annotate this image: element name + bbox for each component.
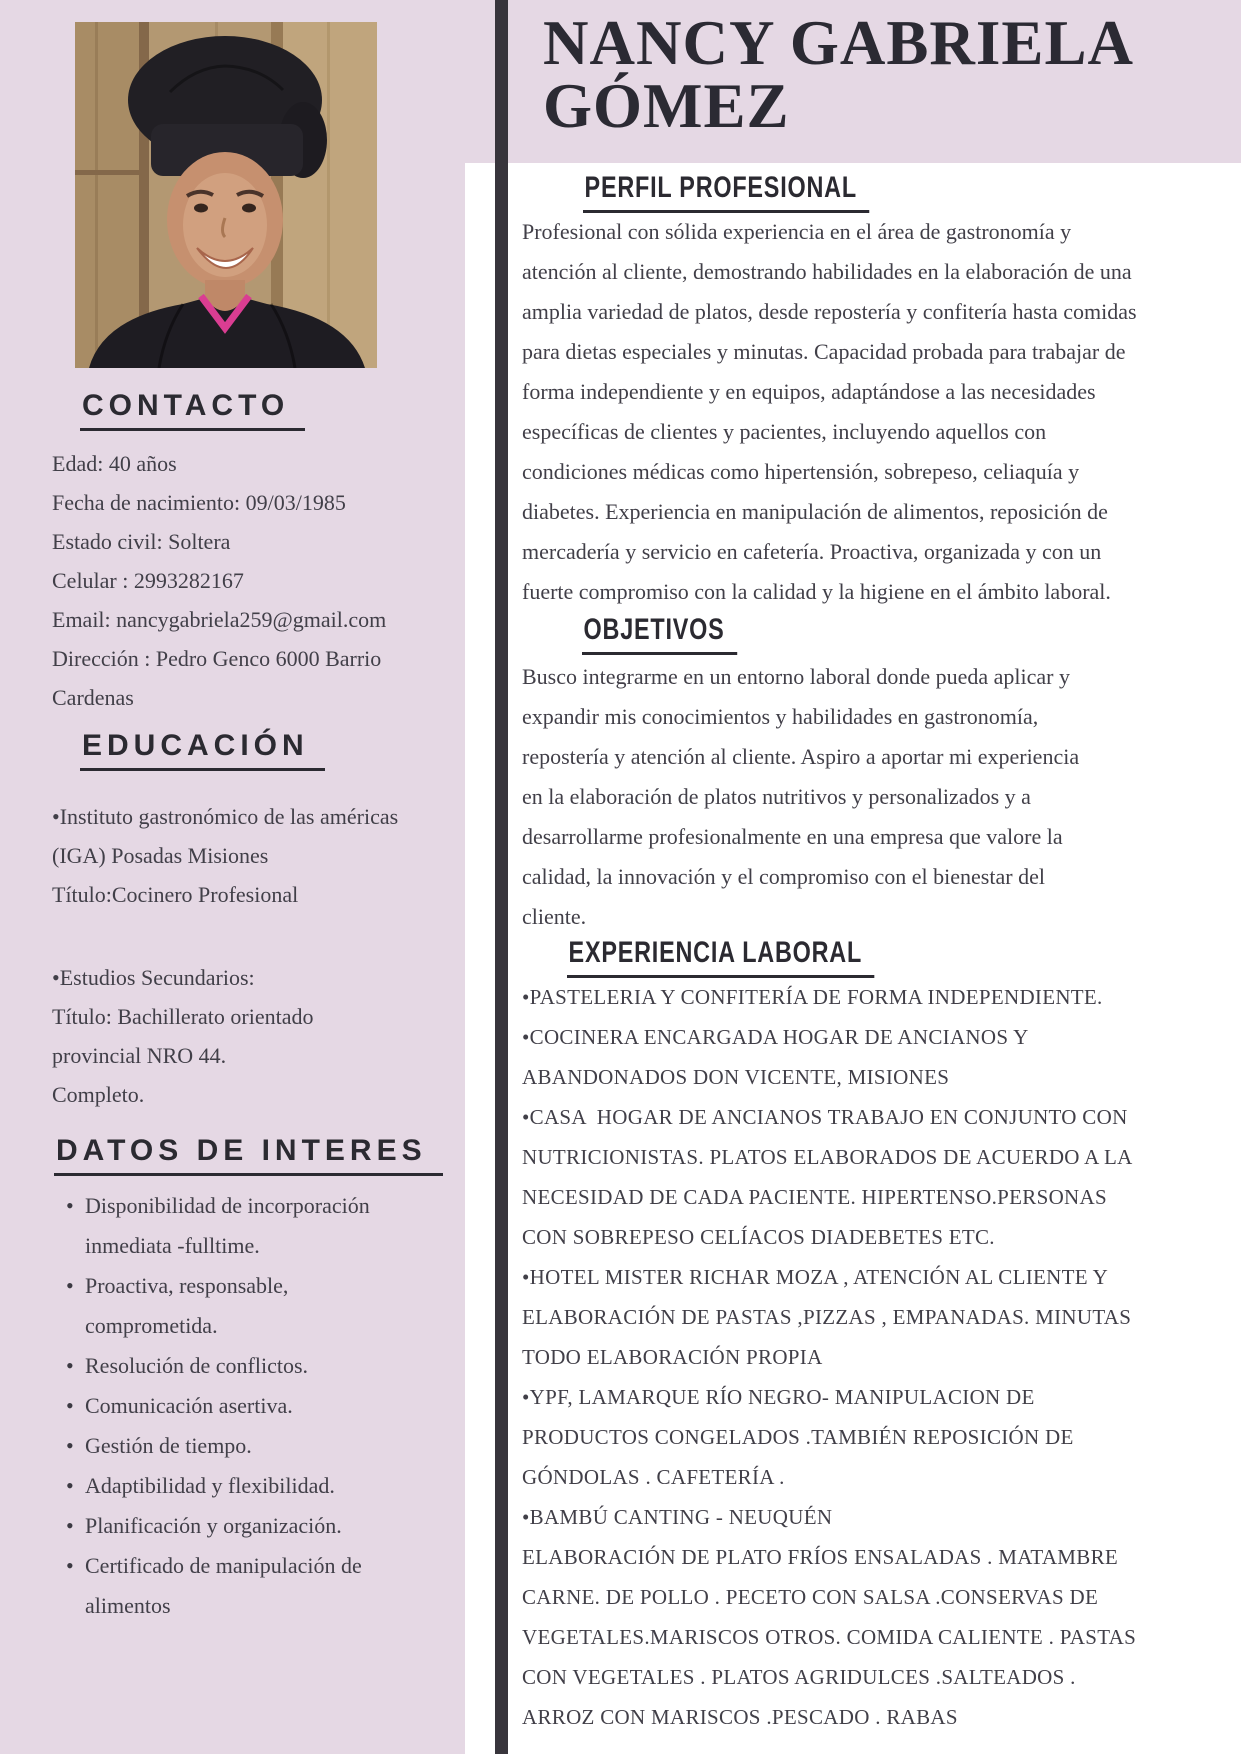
section-heading-contacto: CONTACTO	[80, 390, 305, 431]
objetivos-paragraph	[522, 657, 1079, 937]
text-line: •PASTELERIA Y CONFITERÍA DE FORMA INDEPENDIENTE.	[522, 985, 1103, 1009]
interest-bullet-list	[52, 1186, 452, 1626]
text-line: Fecha de nacimiento: 09/03/1985	[52, 490, 346, 515]
text-line: • Proactiva, responsable,	[85, 1273, 289, 1298]
text-line: en la elaboración de platos nutritivos y personalizados y a	[522, 784, 1031, 809]
text-line: NUTRICIONISTAS. PLATOS ELABORADOS DE ACUERDO A LA	[522, 1145, 1133, 1169]
text-line: alimentos	[85, 1593, 171, 1618]
text-line: • Certificado de manipulación de	[85, 1553, 362, 1578]
name-line-1: NANCY GABRIELA	[543, 8, 1134, 78]
list-item	[52, 1466, 452, 1506]
text-line: • Disponibilidad de incorporación	[85, 1193, 370, 1218]
text-line: cliente.	[522, 904, 587, 929]
profile-photo-illustration	[75, 22, 377, 368]
text-line: CON SOBREPESO CELÍACOS DIADEBETES ETC.	[522, 1225, 995, 1249]
text-line: Completo.	[52, 1082, 145, 1107]
text-line: • Comunicación asertiva.	[85, 1393, 293, 1418]
text-line: fuerte compromiso con la calidad y la higiene en el ámbito laboral.	[522, 579, 1111, 604]
text-line: Cardenas	[52, 685, 134, 710]
text-line: Celular : 2993282167	[52, 568, 244, 593]
text-line: ELABORACIÓN DE PASTAS ,PIZZAS , EMPANADAS. MINUTAS	[522, 1305, 1132, 1329]
text-line: •Instituto gastronómico de las américas	[52, 804, 399, 829]
experiencia-list	[522, 977, 1136, 1737]
text-line: Email: nancygabriela259@gmail.com	[52, 607, 387, 632]
text-line: • Planificación y organización.	[85, 1513, 342, 1538]
section-heading-educacion: EDUCACIÓN	[80, 730, 325, 771]
text-line: comprometida.	[85, 1313, 218, 1338]
text-line: forma independiente y en equipos, adaptándose a las necesidades	[522, 379, 1096, 404]
text-line: desarrollarme profesionalmente en una empresa que valore la	[522, 824, 1063, 849]
perfil-paragraph	[522, 212, 1137, 612]
contact-details	[52, 444, 386, 717]
text-line: atención al cliente, demostrando habilidades en la elaboración de una	[522, 259, 1132, 284]
text-line: •COCINERA ENCARGADA HOGAR DE ANCIANOS Y	[522, 1025, 1029, 1049]
text-line: •HOTEL MISTER RICHAR MOZA , ATENCIÓN AL CLIENTE Y	[522, 1265, 1109, 1289]
section-heading-experiencia-laboral: EXPERIENCIA LABORAL	[567, 937, 875, 978]
list-item	[52, 1266, 452, 1346]
text-line: NECESIDAD DE CADA PACIENTE. HIPERTENSO.PERSONAS	[522, 1185, 1107, 1209]
text-line: VEGETALES.MARISCOS OTROS. COMIDA CALIENTE . PASTAS	[522, 1625, 1137, 1649]
text-line: condiciones médicas como hipertensión, sobrepeso, celiaquía y	[522, 459, 1080, 484]
text-line: •CASA HOGAR DE ANCIANOS TRABAJO EN CONJUNTO CON	[522, 1105, 1128, 1129]
text-line: GÓNDOLAS . CAFETERÍA .	[522, 1465, 785, 1489]
section-heading-datos-de-interes: DATOS DE INTERES	[54, 1135, 443, 1176]
text-line: mercadería y servicio en cafetería. Proactiva, organizada y con un	[522, 539, 1102, 564]
page-title-name	[543, 8, 1134, 141]
text-line: CARNE. DE POLLO . PECETO CON SALSA .CONSERVAS DE	[522, 1585, 1099, 1609]
list-item	[52, 1426, 452, 1466]
list-item	[52, 1546, 452, 1626]
text-line: Busco integrarme en un entorno laboral donde pueda aplicar y	[522, 664, 1070, 689]
text-line: ARROZ CON MARISCOS .PESCADO . RABAS	[522, 1705, 958, 1729]
text-line: • Resolución de conflictos.	[85, 1353, 309, 1378]
text-line: PRODUCTOS CONGELADOS .TAMBIÉN REPOSICIÓN DE	[522, 1425, 1074, 1449]
text-line: inmediata -fulltime.	[85, 1233, 260, 1258]
text-line: Profesional con sólida experiencia en el área de gastronomía y	[522, 219, 1072, 244]
text-line: expandir mis conocimientos y habilidades en gastronomía,	[522, 704, 1039, 729]
text-line: Título: Bachillerato orientado	[52, 1004, 314, 1029]
text-line: amplia variedad de platos, desde repostería y confitería hasta comidas	[522, 299, 1137, 324]
name-line-2: GÓMEZ	[543, 71, 790, 141]
text-line: calidad, la innovación y el compromiso con el bienestar del	[522, 864, 1045, 889]
text-line: • Adaptibilidad y flexibilidad.	[85, 1473, 335, 1498]
list-item	[52, 1186, 452, 1266]
list-item	[52, 1386, 452, 1426]
text-line: provincial NRO 44.	[52, 1043, 227, 1068]
text-line: específicas de clientes y pacientes, incluyendo aquellos con	[522, 419, 1047, 444]
text-line: Dirección : Pedro Genco 6000 Barrio	[52, 646, 382, 671]
text-line: (IGA) Posadas Misiones	[52, 843, 269, 868]
text-line: •Estudios Secundarios:	[52, 965, 255, 990]
text-line: repostería y atención al cliente. Aspiro a aportar mi experiencia	[522, 744, 1080, 769]
education-entry-iga	[52, 797, 398, 914]
text-line: •BAMBÚ CANTING - NEUQUÉN	[522, 1505, 833, 1529]
text-line: Estado civil: Soltera	[52, 529, 231, 554]
vertical-divider-bar	[495, 0, 508, 1754]
section-heading-objetivos: OBJETIVOS	[582, 614, 737, 655]
list-item	[52, 1346, 452, 1386]
text-line: diabetes. Experiencia en manipulación de alimentos, reposición de	[522, 499, 1108, 524]
text-line: •YPF, LAMARQUE RÍO NEGRO- MANIPULACION DE	[522, 1385, 1035, 1409]
text-line: para dietas especiales y minutas. Capacidad probada para trabajar de	[522, 339, 1126, 364]
text-line: TODO ELABORACIÓN PROPIA	[522, 1345, 823, 1369]
list-item	[52, 1506, 452, 1546]
text-line: CON VEGETALES . PLATOS AGRIDULCES .SALTEADOS .	[522, 1665, 1076, 1689]
profile-photo	[75, 22, 377, 368]
text-line: Edad: 40 años	[52, 451, 177, 476]
text-line: Título:Cocinero Profesional	[52, 882, 299, 907]
text-line: ABANDONADOS DON VICENTE, MISIONES	[522, 1065, 950, 1089]
text-line: ELABORACIÓN DE PLATO FRÍOS ENSALADAS . MATAMBRE	[522, 1545, 1118, 1569]
education-entry-secundaria	[52, 958, 313, 1114]
text-line: • Gestión de tiempo.	[85, 1433, 252, 1458]
section-heading-perfil-profesional: PERFIL PROFESIONAL	[583, 172, 869, 213]
